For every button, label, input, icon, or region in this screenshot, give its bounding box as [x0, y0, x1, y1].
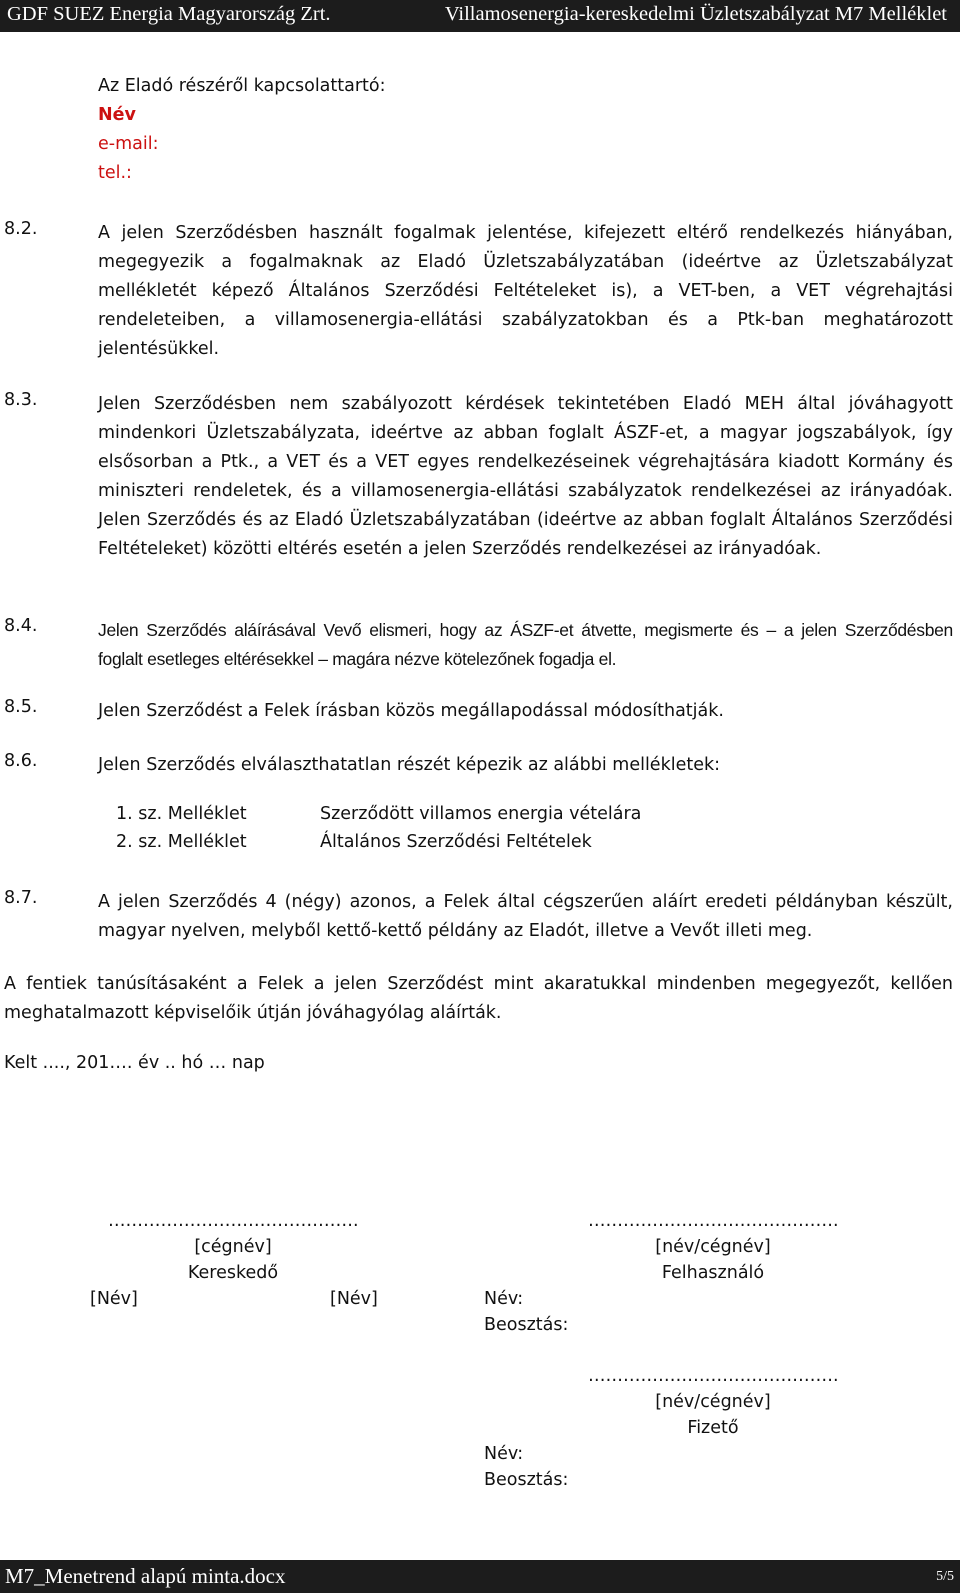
- section-text: Jelen Szerződésben nem szabályozott kérdések tekintetében Eladó MEH által jóváhagyott mindenkori Üzletszabályzata, ideértve az abban foglalt ÁSZF-et, a magyar jogszabályok, így elsősorban a Ptk., a VET és a VET egyes rendelkezéseinek végrehajtására kiadott Kormány és miniszteri rendeletek, és a villamosenergia-ellátási szabályzatok rendelkezései az irányadóak. Jelen Szerződés és az Eladó Üzletszabályzatában (ideértve az abban foglalt Általános Szerződési Feltételeket) közötti eltérés esetén a jelen Szerződés rendelkezései az irányadóak.: [98, 394, 953, 559]
- header-document-title: Villamosenergia-kereskedelmi Üzletszabályzat M7 Melléklet: [444, 3, 947, 25]
- consumer-company: [név/cégnév]: [655, 1237, 771, 1257]
- page-header: [0, 0, 960, 32]
- contact-name-label: Név: [98, 105, 136, 125]
- footer-page-number: 5/5: [936, 1569, 954, 1584]
- signature-line: …………………………………….: [588, 1211, 839, 1231]
- contact-title: Az Eladó részéről kapcsolattartó:: [98, 76, 386, 96]
- section-text: Jelen Szerződés aláírásával Vevő elismeri, hogy az ÁSZF-et átvette, megismerte és – a jelen Szerződésben foglalt esetleges eltérésekkel – magára nézve kötelezőnek fogadja el.: [98, 620, 953, 669]
- section-text: Jelen Szerződést a Felek írásban közös megállapodással módosíthatják.: [98, 701, 724, 721]
- header-company: GDF SUEZ Energia Magyarország Zrt.: [7, 3, 331, 25]
- section-text: A jelen Szerződés 4 (négy) azonos, a Felek által cégszerűen aláírt eredeti példányban készült, magyar nyelven, melyből kettő-kettő példány az Eladót, illetve a Vevőt illeti meg.: [98, 892, 953, 941]
- footer-filename: M7_Menetrend alapú minta.docx: [5, 1564, 286, 1588]
- section-text: Jelen Szerződés elválaszthatatlan részét képezik az alábbi mellékletek:: [98, 755, 720, 775]
- section-number: 8.3.: [4, 390, 38, 410]
- consumer-role: Felhasználó: [661, 1263, 765, 1283]
- annex-label: 1. sz. Melléklet: [116, 804, 247, 824]
- section-text: A jelen Szerződésben használt fogalmak jelentése, kifejezett eltérő rendelkezés hiányában, megegyezik a fogalmaknak az Eladó Üzletszabályzatában (ideértve az Üzletszabályzat mellékletét képező Általános Szerződési Feltételeket is), a VET-ben, a VET végrehajtási rendeleteiben, a villamosenergia-ellátási szabályzatokban és a Ptk-ban meghatározott jelentésükkel.: [98, 223, 953, 359]
- signature-line: …………………………………….: [588, 1366, 839, 1386]
- annex-title: Általános Szerződési Feltételek: [320, 832, 592, 852]
- seller-signer-2: [Név]: [330, 1289, 378, 1309]
- section-number: 8.5.: [4, 697, 38, 717]
- seller-company: [cégnév]: [194, 1237, 272, 1257]
- consumer-name-label: Név:: [484, 1289, 524, 1309]
- page-footer: [0, 1560, 960, 1593]
- payer-company: [név/cégnév]: [655, 1392, 771, 1412]
- section-number: 8.7.: [4, 888, 38, 908]
- section-number: 8.6.: [4, 751, 38, 771]
- contact-tel-label: tel.:: [98, 163, 132, 183]
- section-number: 8.2.: [4, 219, 38, 239]
- seller-role: Kereskedő: [187, 1263, 279, 1283]
- signature-line: …………………………………….: [108, 1211, 359, 1231]
- section-number: 8.4.: [4, 616, 38, 636]
- annex-label: 2. sz. Melléklet: [116, 832, 247, 852]
- date-line: Kelt ...., 201…. év .. hó … nap: [4, 1053, 265, 1073]
- payer-role: Fizető: [687, 1418, 739, 1438]
- seller-signer-1: [Név]: [90, 1289, 138, 1309]
- payer-name-label: Név:: [484, 1444, 524, 1464]
- contact-email-label: e-mail:: [98, 134, 159, 154]
- closing-statement: A fentiek tanúsításaként a Felek a jelen Szerződést mint akaratukkal mindenben megegyezőt, kellően meghatalmazott képviselőik útján jóváhagyólag aláírták.: [4, 974, 953, 1023]
- payer-position-label: Beosztás:: [484, 1470, 569, 1490]
- annex-title: Szerződött villamos energia vételára: [320, 804, 642, 824]
- consumer-position-label: Beosztás:: [484, 1315, 569, 1335]
